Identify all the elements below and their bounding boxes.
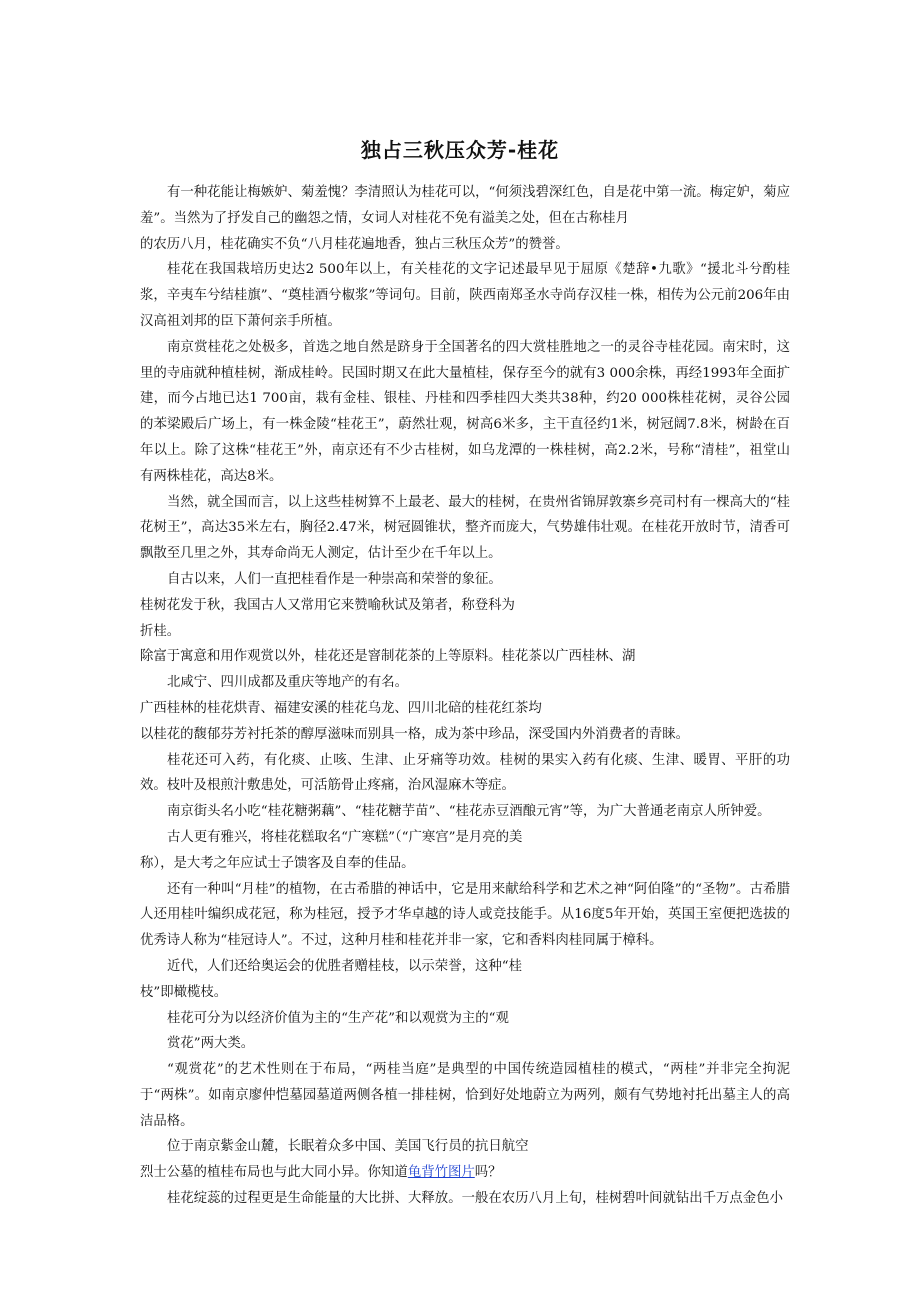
paragraph: 赏花”两大类。: [167, 1036, 255, 1052]
paragraph-with-link: [140, 1160, 790, 1186]
paragraph: 的农历八月，桂花确实不负“八月桂花遍地香，独占三秋压众芳”的赞誉。: [140, 236, 569, 252]
paragraph: 除富于寓意和用作观赏以外，桂花还是窨制花茶的上等原料。桂花茶以广西桂林、湖: [140, 649, 636, 665]
paragraph-text: 烈士公墓的植桂布局也与此大同小异。你知道: [140, 1165, 408, 1181]
page-title: 独占三秋压众芳-桂花: [360, 138, 560, 162]
paragraph: 北咸宁、四川成都及重庆等地产的有名。: [167, 675, 409, 691]
document-body: [140, 180, 790, 1212]
paragraph: 近代，人们还给奥运会的优胜者赠桂枝，以示荣誉，这种“桂: [167, 958, 522, 974]
paragraph: 以桂花的馥郁芬芳衬托茶的醇厚滋味而别具一格，成为茶中珍品，深受国内外消费者的青睐。: [140, 726, 690, 742]
paragraph: 称），是大考之年应试士子馈客及自奉的佳品。: [140, 855, 415, 871]
paragraph: 桂花还可入药，有化痰、止咳、生津、止牙痛等功效。桂树的果实入药有化痰、生津、暖胃、平肝的功效。枝叶及根煎汁敷患处，可活筋骨止疼痛，治风湿麻木等症。: [140, 752, 790, 794]
paragraph: “观赏花”的艺术性则在于布局，“两桂当庭”是典型的中国传统造园植桂的模式，“两桂”并非完全拘泥于“两株”。如南京廖仲恺墓园墓道两侧各植一排桂树，恰到好处地蔚立为两列，颇有气势地衬托出墓主人的高洁品格。: [140, 1062, 790, 1129]
paragraph: 有一种花能让梅嫉妒、菊羞愧？李清照认为桂花可以，“何须浅碧深红色，自是花中第一流。梅定妒，菊应羞”。当然为了抒发自己的幽怨之情，女词人对桂花不免有溢美之处，但在古称桂月: [140, 185, 790, 226]
paragraph: 桂树花发于秋，我国古人又常用它来赞喻秋试及第者，称登科为: [140, 597, 515, 613]
paragraph: 当然，就全国而言，以上这些桂树算不上最老、最大的桂树，在贵州省锦屏敦寨乡亮司村有一棵高大的“桂花树王”，高达35米左右，胸径2.47米，树冠圆锥状，整齐而庞大，气势雄伟壮观。在桂花开放时节，清香可飘散至几里之外，其寿命尚无人测定，估计至少在千年以上。: [140, 494, 790, 562]
paragraph: 桂花绽蕊的过程更是生命能量的大比拼、大释放。一般在农历八月上旬，桂树碧叶间就钻出千万点金色小: [167, 1191, 783, 1207]
paragraph: 桂花可分为以经济价值为主的“生产花”和以观赏为主的“观: [167, 1010, 509, 1026]
paragraph: 南京街头名小吃“桂花糖粥藕”、“桂花糖芋苗”、“桂花赤豆酒酿元宵”等，为广大普通老南京人所钟爱。: [167, 804, 771, 820]
paragraph: 南京赏桂花之处极多，首选之地自然是跻身于全国著名的四大赏桂胜地之一的灵谷寺桂花园。南宋时，这里的寺庙就种植桂树，渐成桂岭。民国时期又在此大量植桂，保存至今的就有3 000余株，再经1993年全面扩建，而今占地已达1 700亩，栽有金桂、银桂、丹桂和四季桂四大类共38种，约20 000株桂花树，灵谷公园的苯梁殿后广场上，有一株金陵“桂花王”，蔚然壮观，树高6米多，主干直径约1米，树冠阔7.8米，树龄在百年以上。除了这株“桂花王”外，南京还有不少古桂树，如乌龙潭的一株桂树，高2.2米，号称“清桂”，祖堂山有两株桂花，高达8米。: [140, 339, 790, 484]
paragraph: 位于南京紫金山麓，长眠着众多中国、美国飞行员的抗日航空: [167, 1139, 529, 1155]
paragraph: 自古以来，人们一直把桂看作是一种崇高和荣誉的象征。: [167, 571, 502, 587]
paragraph-text: 吗？: [474, 1165, 502, 1181]
turtle-back-bamboo-link[interactable]: 龟背竹图片: [407, 1165, 475, 1181]
paragraph: 古人更有雅兴，将桂花糕取名“广寒糕”（“广寒宫”是月亮的美: [167, 829, 523, 845]
paragraph: 广西桂林的桂花烘青、福建安溪的桂花乌龙、四川北碚的桂花红茶均: [140, 700, 542, 716]
paragraph: 还有一种叫“月桂”的植物，在古希腊的神话中，它是用来献给科学和艺术之神“阿伯隆”的“圣物”。古希腊人还用桂叶编织成花冠，称为桂冠，授予才华卓越的诗人或竞技能手。从16度5年开始，英国王室便把选拔的优秀诗人称为“桂冠诗人”。不过，这种月桂和桂花并非一家，它和香料肉桂同属于樟科。: [140, 881, 790, 949]
paragraph: 枝”即橄榄枝。: [140, 984, 228, 1000]
paragraph: 桂花在我国栽培历史达2 500年以上，有关桂花的文字记述最早见于屈原《楚辞•九歌》“援北斗兮酌桂浆，辛夷车兮结桂旗”、“奠桂酒兮椒浆”等词句。目前，陕西南郑圣水寺尚存汉桂一株，相传为公元前206年由汉高祖刘邦的臣下萧何亲手所植。: [140, 262, 790, 329]
paragraph: 折桂。: [140, 623, 181, 639]
